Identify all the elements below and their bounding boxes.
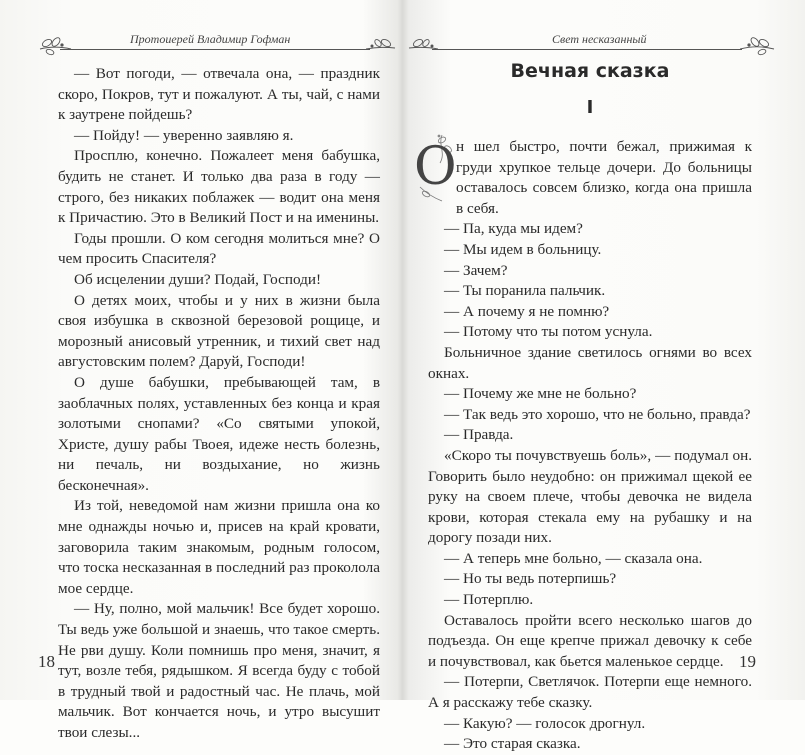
- leaf-ornament-icon: [408, 34, 438, 56]
- paragraph: Об исцелении души? Подай, Господи!: [74, 270, 322, 288]
- drop-cap: [412, 137, 457, 211]
- paragraph: «Скоро ты почувствуешь боль», — подумал он. Говорить было неудобно: он прижимал щекой ее руку на своем плече, чтобы девочка не видела крови, которая стекала ему на рубашку и на дорогу позади них.: [428, 446, 752, 547]
- paragraph: — Это старая сказка.: [444, 735, 581, 753]
- paragraph: Просплю, конечно. Пожалеет меня бабушка, будить не станет. И только два раза в году — строго, без никаких поблажек — водит она меня к Причастию. Это в Великий Пост и на именины.: [58, 147, 380, 227]
- left-page-text: [58, 64, 380, 744]
- paragraph: О душе бабушки, пребывающей там, в заоблачных полях, уставленных без конца и края золотыми снопами? «Со святыми упокой, Христе, душу рабы Твоея, идеже несть болезнь, ни печаль, ни воздыхание, но жизнь бесконечная».: [58, 373, 380, 494]
- paragraph: — Мы идем в больницу.: [444, 240, 602, 258]
- header-rule: [60, 49, 370, 50]
- paragraph: — Ты поранила пальчик.: [444, 282, 606, 300]
- leaf-ornament-icon: [740, 34, 776, 56]
- paragraph: н шел быстро, почти бежал, прижимая к груди хрупкое тельце дочери. До больницы оставалось совсем близко, когда она пришла в себя.: [456, 138, 752, 217]
- paragraph: — А почему я не помню?: [444, 302, 610, 320]
- leaf-ornament-icon: [38, 34, 72, 56]
- right-page: [402, 0, 805, 753]
- paragraph: О детях моих, чтобы и у них в жизни была своя избушка в сквозной березовой рощице, и морозный анисовый утренник, и тихий свет над августовским полем? Даруй, Господи!: [58, 291, 380, 371]
- paragraph: — Потерплю.: [444, 591, 534, 609]
- paragraph: — Потому что ты потом уснула.: [444, 323, 653, 341]
- left-page: [0, 0, 402, 741]
- drop-cap-letter: О: [414, 137, 457, 197]
- paragraph: Оставалось пройти всего несколько шагов до подъезда. Он еще крепче прижал девочку к себе и почувствовал, как бьется маленькое сердце.: [428, 611, 752, 670]
- paragraph: — Какую? — голосок дрогнул.: [444, 714, 646, 732]
- paragraph: — Пойду! — уверенно заявляю я.: [74, 126, 294, 144]
- story-title: Вечная сказка: [510, 60, 670, 82]
- paragraph: — Потерпи, Светлячок. Потерпи еще немного. А я расскажу тебе сказку.: [428, 673, 752, 712]
- paragraph: Больничное здание светилось огнями во всех окнах.: [428, 343, 752, 382]
- paragraph: — Па, куда мы идем?: [444, 220, 583, 238]
- chapter-number: I: [586, 97, 594, 118]
- right-page-text: [414, 137, 752, 755]
- leaf-ornament-icon: [366, 34, 396, 56]
- paragraph: — Правда.: [444, 426, 514, 444]
- paragraph: — Ну, полно, мой мальчик! Все будет хорошо. Ты ведь уже большой и знаешь, что такое смерть. Не рви душу. Коли помнишь про меня, значит, я тут, возле тебя, рядышком. Я всегда буду с тобой в трудный твой и радостный час. Не плачь, мой мальчик. Вот кончается ночь, и утро высушит твои слезы...: [58, 600, 380, 741]
- paragraph: — Так ведь это хорошо, что не больно, правда?: [444, 405, 751, 423]
- paragraph: — Но ты ведь потерпишь?: [444, 570, 617, 588]
- paragraph: — Зачем?: [444, 261, 508, 279]
- page-number: 18: [38, 652, 55, 671]
- paragraph: — А теперь мне больно, — сказала она.: [444, 549, 703, 567]
- paragraph: — Вот погоди, — отвечала она, — праздник скоро, Покров, тут и пожалуют. А ты, чай, с нами к заутрене пойдешь?: [58, 65, 380, 124]
- paragraph: Годы прошли. О ком сегодня молиться мне? О чем просить Спасителя?: [58, 229, 380, 268]
- header-rule: [432, 49, 742, 50]
- paragraph: — Почему же мне не больно?: [444, 385, 637, 403]
- paragraph: Из той, неведомой нам жизни пришла она ко мне однажды ночью и, присев на край кровати, заговорила таким знакомым, родным голосом, что тоска несказанная в последний раз проколола мое сердце.: [58, 497, 380, 597]
- page-number: 19: [739, 652, 756, 671]
- running-header: Протоиерей Владимир Гофман: [130, 32, 291, 46]
- running-header: Свет несказанный: [552, 32, 647, 46]
